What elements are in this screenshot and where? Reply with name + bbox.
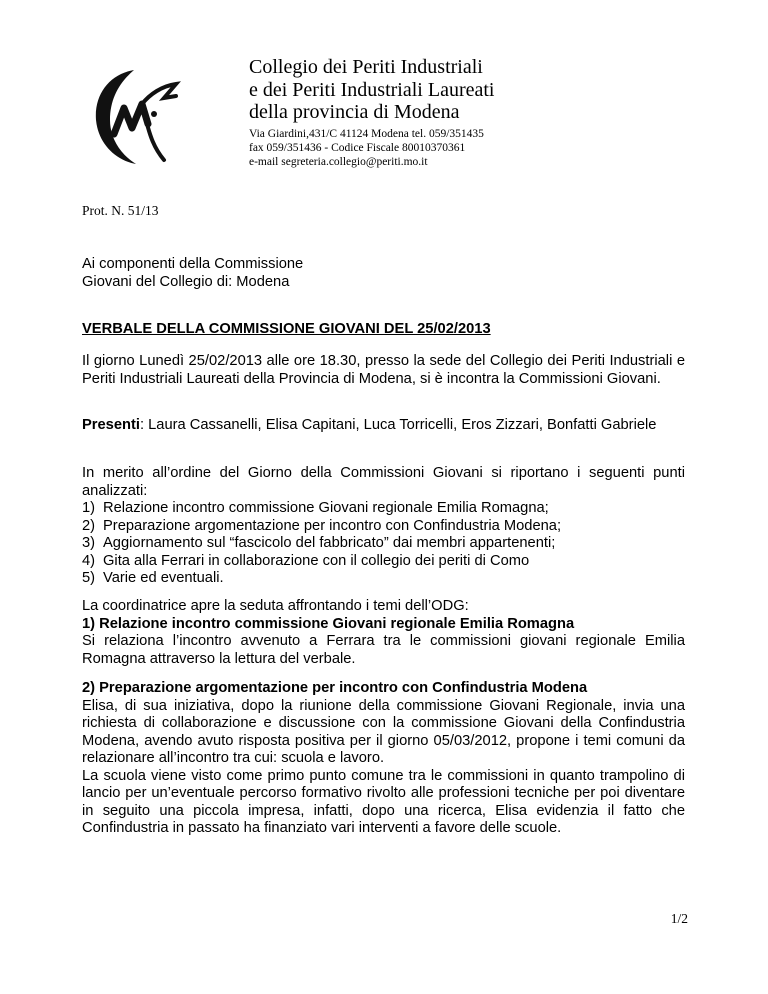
agenda-item — [82, 570, 685, 588]
attendees-list: : Laura Cassanelli, Elisa Capitani, Luca Torricelli, Eros Zizzari, Bonfatti Gabriele — [139, 417, 657, 433]
section-2-heading: 2) Preparazione argomentazione per incontro con Confindustria Modena — [82, 680, 588, 696]
addressee — [82, 256, 685, 291]
email-line: e-mail segreteria.collegio@periti.mo.it — [249, 155, 428, 168]
agenda-item-text: Varie ed eventuali. — [103, 570, 224, 586]
agenda-item-text: Relazione incontro commissione Giovani regionale Emilia Romagna; — [103, 500, 549, 516]
fax-fiscal-code-line: fax 059/351436 - Codice Fiscale 80010370361 — [249, 141, 466, 154]
agenda-item — [82, 500, 685, 518]
session-opening — [82, 598, 685, 668]
attendees-paragraph — [82, 417, 685, 435]
agenda-intro: In merito all’ordine del Giorno della Commissioni Giovani si riportano i seguenti punti analizzati: — [82, 465, 685, 499]
section-2-paragraph: La scuola viene visto come primo punto comune tra le commissioni in quanto trampolino di lancio per un’eventuale percorso formativo rivolto alle professioni tecniche per poi diventare in seguito una piccola impresa, infatti, dopo una ricerca, Elisa evidenzia il fatto che Confindustria in passato ha finanziato vari interventi a favore delle scuole. — [82, 767, 685, 836]
agenda-item — [82, 553, 685, 571]
page-number: 1/2 — [670, 911, 688, 926]
opening-sentence: La coordinatrice apre la seduta affrontando i temi dell’ODG: — [82, 598, 469, 614]
address-line: Via Giardini,431/C 41124 Modena tel. 059/351435 — [249, 127, 484, 140]
addressee-line: Ai componenti della Commissione — [82, 256, 304, 272]
institution-name-line: Collegio dei Periti Industriali — [249, 56, 483, 78]
institution-name-line: e dei Periti Industriali Laureati — [249, 78, 495, 101]
agenda-item-number: 3) — [82, 535, 96, 551]
agenda-item — [82, 518, 685, 536]
section-2-paragraph: Elisa, di sua iniziativa, dopo la riunione della commissione Giovani Regionale, invia una richiesta di collaborazione e discussione con la commissione Giovani della Confindustria Modena, avendo avuto risposta positiva per il giorno 05/03/2012, propone i temi comuni da relazionare all’incontro tra cui: scuola e lavoro. — [82, 697, 685, 766]
agenda-item-text: Preparazione argomentazione per incontro con Confindustria Modena; — [103, 517, 562, 534]
protocol-number: Prot. N. 51/13 — [82, 203, 159, 218]
agenda-item-text: Gita alla Ferrari in collaborazione con il collegio dei periti di Como — [103, 552, 530, 569]
section-1-heading: 1) Relazione incontro commissione Giovani regionale Emilia Romagna — [82, 615, 575, 632]
agenda-list — [82, 500, 685, 588]
collegio-logo — [84, 64, 184, 168]
attendees-label: Presenti — [82, 417, 140, 433]
intro-paragraph: Il giorno Lunedì 25/02/2013 alle ore 18.30, presso la sede del Collegio dei Periti Industriali e Periti Industriali Laureati della Provincia di Modena, si è incontra la Commissioni Giovani. — [82, 353, 685, 387]
institution-name — [249, 56, 669, 124]
agenda — [82, 465, 685, 588]
institution-name-line: della provincia di Modena — [249, 101, 460, 123]
agenda-item-number: 5) — [82, 570, 96, 586]
agenda-item-number: 1) — [82, 500, 96, 516]
letterhead — [249, 56, 669, 169]
addressee-line: Giovani del Collegio di: Modena — [82, 273, 290, 290]
agenda-item-number: 4) — [82, 552, 96, 569]
section-1-text: Si relaziona l’incontro avvenuto a Ferrara tra le commissioni giovani regionale Emilia Romagna attraverso la lettura del verbale. — [82, 633, 685, 667]
agenda-item-number: 2) — [82, 517, 96, 534]
document-title: VERBALE DELLA COMMISSIONE GIOVANI DEL 25/02/2013 — [82, 321, 491, 337]
section-2 — [82, 680, 685, 838]
institution-contacts — [249, 127, 669, 169]
agenda-item — [82, 535, 685, 553]
agenda-item-text: Aggiornamento sul “fascicolo del fabbricato” dai membri appartenenti; — [103, 535, 556, 551]
